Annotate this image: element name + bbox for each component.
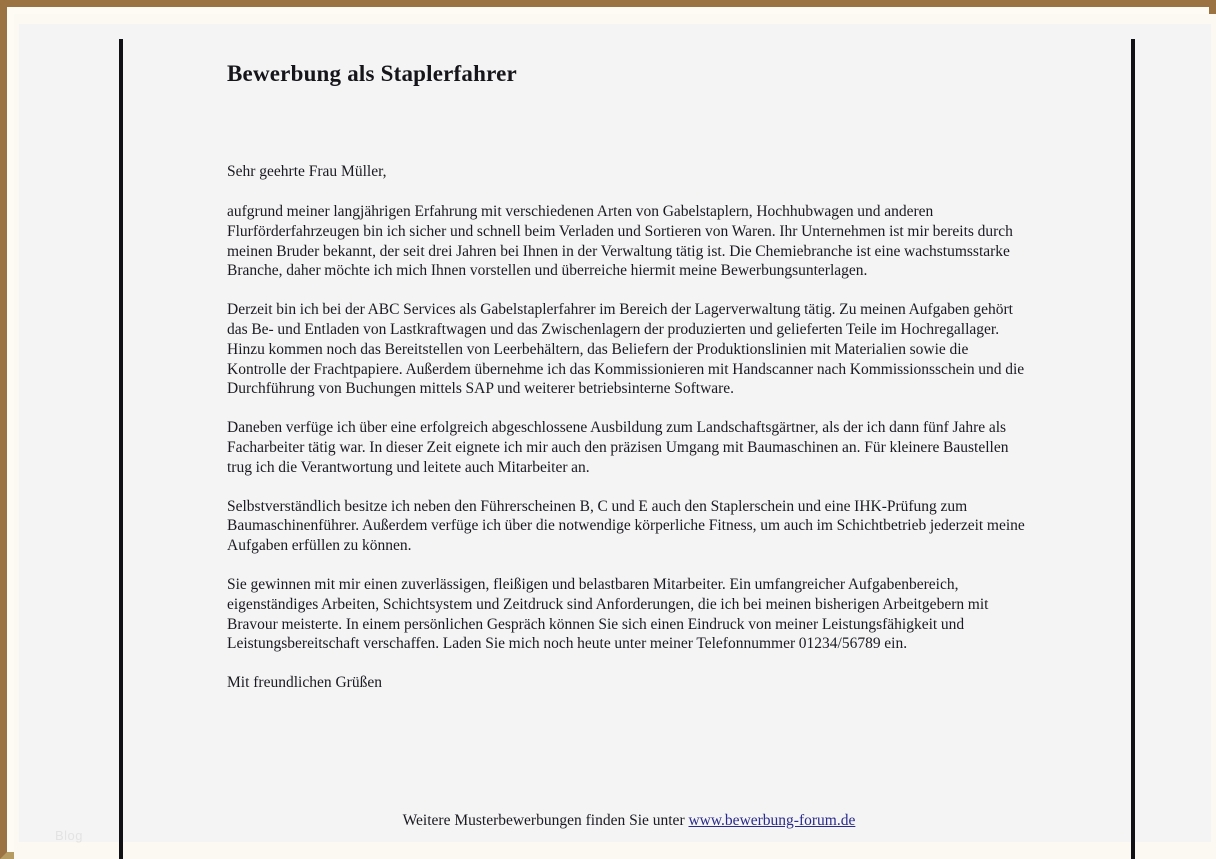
- document-page: [19, 24, 1211, 842]
- footer-note: [129, 812, 1129, 830]
- letter-paragraph: aufgrund meiner langjährigen Erfahrung mit verschiedenen Arten von Gabelstaplern, Hochhubwagen und anderen Flurförderfahrzeugen bin ich sicher und schnell beim Verladen und Sortieren von Waren. Ihr Unternehmen ist mir bereits durch meinen Bruder bekannt, der seit drei Jahren bei Ihnen in der Verwaltung tätig ist. Die Chemiebranche ist eine wachstumsstarke Branche, daher möchte ich mich Ihnen vorstellen und überreiche hiermit meine Bewerbungsunterlagen.: [227, 203, 1013, 280]
- letter-paragraph: Sie gewinnen mit mir einen zuverlässigen, fleißigen und belastbaren Mitarbeiter. Ein umfangreicher Aufgabenbereich, eigenständiges Arbeiten, Schichtsystem und Zeitdruck sind Anforderungen, die ich bei meinen bisherigen Arbeitgebern mit Bravour meisterte. In einem persönlichen Gespräch können Sie sich einen Eindruck von meiner Leistungsfähigkeit und Leistungsbereitschaft verschaffen. Laden Sie mich noch heute unter meiner Telefonnummer 01234/56789 ein.: [227, 575, 989, 653]
- letter-paragraph: Daneben verfüge ich über eine erfolgreich abgeschlossene Ausbildung zum Landschaftsgärtner, als der ich dann fünf Jahre als Facharbeiter tätig war. In dieser Zeit eignete ich mir auch den präzisen Umgang mit Baumaschinen an. Für kleinere Baustellen trug ich die Verantwortung und leitete auch Mitarbeiter an.: [227, 419, 1009, 476]
- footer-text: Weitere Musterbewerbungen finden Sie unter: [402, 812, 689, 829]
- footer-website-link[interactable]: www.bewerbung-forum.de: [688, 812, 856, 829]
- page-title: Bewerbung als Staplerfahrer: [227, 61, 517, 86]
- page-watermark: Blog: [55, 828, 84, 843]
- closing-line: Mit freundlichen Grüßen: [227, 674, 382, 692]
- letter-paragraphs: [227, 202, 1027, 693]
- page-rule-right: [1131, 39, 1135, 859]
- salutation-line: Sehr geehrte Frau Müller,: [227, 163, 387, 180]
- letter-body: [227, 60, 1027, 692]
- letter-paragraph: Selbstverständlich besitze ich neben den Führerscheinen B, C und E auch den Staplerschein und eine IHK-Prüfung zum Baumaschinenführer. Außerdem verfüge ich über die notwendige körperliche Fitness, um auch im Schichtbetrieb jederzeit meine Aufgaben erfüllen zu können.: [227, 497, 1025, 555]
- letter-paragraph: Derzeit bin ich bei der ABC Services als Gabelstaplerfahrer im Bereich der Lagerverwaltung tätig. Zu meinen Aufgaben gehört das Be- und Entladen von Lastkraftwagen und das Zwischenlagern der produzierten und gelieferten Teile im Hochregallager. Hinzu kommen noch das Bereitstellen von Leerbehältern, das Beliefern der Produktionslinien mit Materialien sowie die Kontrolle der Frachtpapiere. Außerdem übernehme ich das Kommissionieren mit Handscanner nach Kommissionsschein und die Durchführung von Buchungen mittels SAP und weiterer betriebsinterne Software.: [227, 301, 1025, 398]
- page-rule-left: [119, 39, 123, 859]
